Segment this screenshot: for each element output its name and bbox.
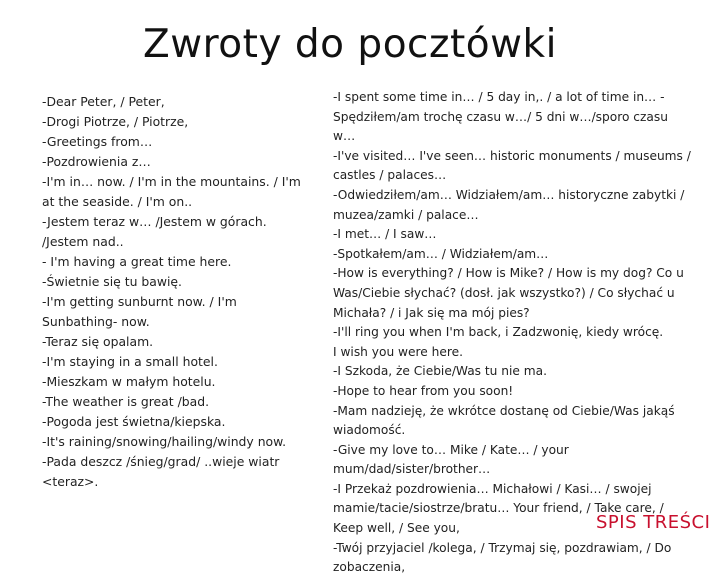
phrase-line: - I'm having a great time here. bbox=[42, 254, 232, 269]
phrase-line: -I Szkoda, że Ciebie/Was tu nie ma. bbox=[333, 364, 547, 379]
phrase-line: -Give my love to… Mike / Kate… / your mum/dad/sister/brother… bbox=[333, 442, 569, 477]
phrase-line: -Pada deszcz /śnieg/grad/ ..wieje wiatr <teraz>. bbox=[42, 454, 280, 489]
phrase-line: -It's raining/snowing/hailing/windy now. bbox=[42, 434, 287, 449]
phrase-line: -Dear Peter, / Peter, bbox=[42, 94, 165, 109]
phrase-line: -How is everything? / How is Mike? / How is my dog? Co u Was/Ciebie słychać? (dosł. jak wszystko?) / Co słychać u Michała? / i Jak się ma mój pies? bbox=[333, 266, 684, 320]
phrase-line: -Greetings from… bbox=[42, 134, 153, 149]
table-of-contents-link[interactable]: SPIS TREŚCI bbox=[596, 512, 711, 533]
phrase-line: -Jestem teraz w… /Jestem w górach. /Jestem nad.. bbox=[42, 214, 267, 249]
phrase-line: -The weather is great /bad. bbox=[42, 394, 210, 409]
phrase-line: -Pogoda jest świetna/kiepska. bbox=[42, 414, 226, 429]
phrase-line: -Spotkałem/am… / Widziałem/am… bbox=[333, 246, 549, 261]
phrase-line: -Odwiedziłem/am… Widziałem/am… historyczne zabytki / muzea/zamki / palace… bbox=[333, 187, 685, 222]
phrase-line: -Pozdrowienia z… bbox=[42, 154, 151, 169]
phrase-line: -I spent some time in… / 5 day in,. / a lot of time in… -Spędziłem/am trochę czasu w…/ 5 dni w…/sporo czasu w… bbox=[333, 90, 668, 144]
phrase-line: -I'll ring you when I'm back, i Zadzwonię, kiedy wrócę. bbox=[333, 325, 664, 340]
phrase-line: -Świetnie się tu bawię. bbox=[42, 274, 182, 289]
phrase-line: I wish you were here. bbox=[333, 344, 463, 359]
phrase-line: -I'm getting sunburnt now. / I'm Sunbathing- now. bbox=[42, 294, 237, 329]
phrase-line: -Mam nadzieję, że wkrótce dostanę od Ciebie/Was jakąś wiadomość. bbox=[333, 403, 675, 438]
phrase-line: -Hope to hear from you soon! bbox=[333, 383, 514, 398]
phrase-line: -Twój przyjaciel /kolega, / Trzymaj się, pozdrawiam, / Do zobaczenia, bbox=[333, 540, 672, 575]
phrase-line: -I'm staying in a small hotel. bbox=[42, 354, 218, 369]
phrase-line: -I Przekaż pozdrowienia… Michałowi / Kasi… / swojej mamie/tacie/siostrze/bratu… Your friend, / Take care, / Keep well, / See you, bbox=[333, 481, 664, 536]
page-title: Zwroty do pocztówki bbox=[143, 22, 557, 67]
phrase-line: -I met… / I saw… bbox=[333, 227, 437, 242]
phrase-line: -Mieszkam w małym hotelu. bbox=[42, 374, 216, 389]
phrase-line: -I'm in… now. / I'm in the mountains. / I'm at the seaside. / I'm on.. bbox=[42, 174, 301, 209]
phrase-line: -I've visited… I've seen… historic monuments / museums / castles / palaces… bbox=[333, 148, 691, 183]
left-column bbox=[42, 92, 310, 492]
phrase-line: -Teraz się opalam. bbox=[42, 334, 154, 349]
right-column bbox=[333, 88, 691, 578]
phrase-line: -Drogi Piotrze, / Piotrze, bbox=[42, 114, 189, 129]
